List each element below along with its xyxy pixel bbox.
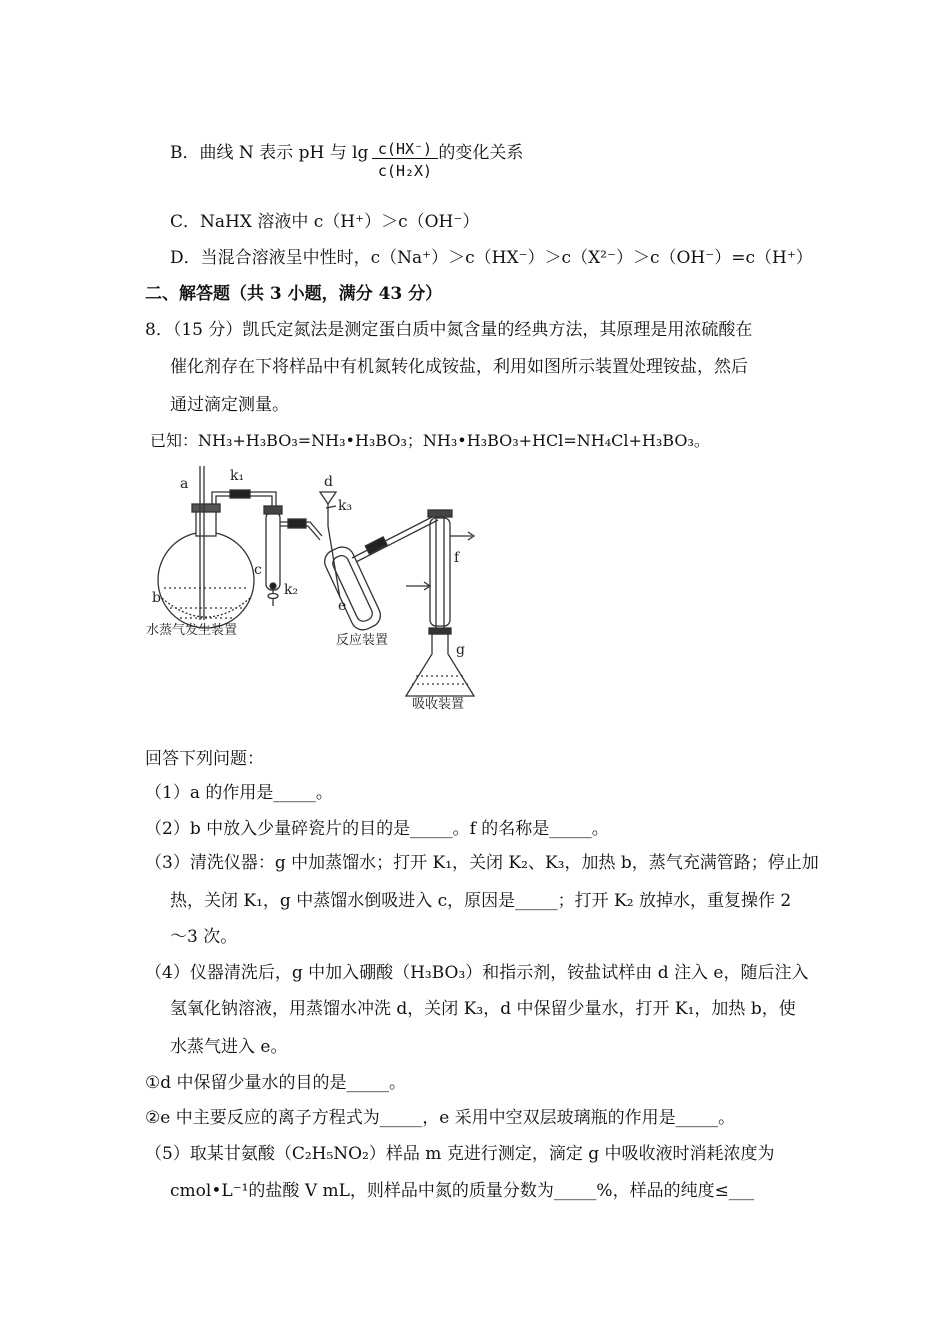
- option-b: [170, 142, 523, 164]
- question-1: （1）a 的作用是_____。: [145, 783, 333, 803]
- q8-line1: 8．（15 分）凯氏定氮法是测定蛋白质中氮含量的经典方法，其原理是用浓硫酸在: [145, 320, 753, 340]
- question-2: （2）b 中放入少量碎瓷片的目的是_____。f 的名称是_____。: [145, 819, 609, 839]
- fig-label-g: g: [456, 642, 465, 658]
- question-5-line2: cmol•L⁻¹的盐酸 V mL，则样品中氮的质量分数为_____%，样品的纯度≤___: [170, 1181, 755, 1201]
- question-4-line2: 氢氧化钠溶液，用蒸馏水冲洗 d，关闭 K₃，d 中保留少量水，打开 K₁，加热 b，使: [170, 999, 796, 1019]
- fig-label-d: d: [324, 474, 333, 490]
- option-b-prefix: B．曲线 N 表示 pH 与 lg: [170, 143, 369, 163]
- question-4-line1: （4）仪器清洗后，g 中加入硼酸（H₃BO₃）和指示剂，铵盐试样由 d 注入 e，随后注入: [145, 963, 809, 983]
- question-3-line2: 热，关闭 K₁，g 中蒸馏水倒吸进入 c，原因是_____；打开 K₂ 放掉水，重复操作 2: [170, 891, 792, 911]
- fig-label-k3: k₃: [338, 498, 353, 514]
- fraction-numerator: c(HX⁻): [372, 140, 438, 159]
- q8-line2: 催化剂存在下将样品中有机氮转化成铵盐，利用如图所示装置处理铵盐，然后: [170, 357, 748, 377]
- caption-steam: 水蒸气发生装置: [146, 623, 238, 638]
- question-5-line1: （5）取某甘氨酸（C₂H₅NO₂）样品 m 克进行测定，滴定 g 中吸收液时消耗浓度为: [145, 1144, 775, 1164]
- fig-label-f: f: [454, 550, 460, 566]
- caption-absorb: 吸收装置: [412, 697, 465, 712]
- apparatus-diagram: [140, 458, 530, 713]
- option-b-suffix: 的变化关系: [438, 143, 524, 163]
- question-3-line3: ～3 次。: [170, 927, 238, 947]
- steam-flask: [158, 532, 254, 628]
- fig-label-b: b: [152, 590, 161, 606]
- fig-label-k2: k₂: [284, 582, 299, 598]
- fig-label-k1: k₁: [230, 468, 245, 484]
- q8-known: 已知：NH₃+H₃BO₃=NH₃•H₃BO₃；NH₃•H₃BO₃+HCl=NH₄Cl+H₃BO₃。: [150, 431, 710, 450]
- q8-line3: 通过滴定测量。: [170, 395, 289, 415]
- option-d: D．当混合溶液呈中性时，c（Na⁺）＞c（HX⁻）＞c（X²⁻）＞c（OH⁻）=c（H⁺）: [170, 248, 813, 268]
- question-4-part2: ②e 中主要反应的离子方程式为_____，e 采用中空双层玻璃瓶的作用是_____。: [145, 1108, 736, 1128]
- question-3-line1: （3）清洗仪器：g 中加蒸馏水；打开 K₁，关闭 K₂、K₃，加热 b，蒸气充满管路；停止加: [145, 853, 819, 873]
- fig-label-a: a: [180, 476, 189, 492]
- option-c: C．NaHX 溶液中 c（H⁺）＞c（OH⁻）: [170, 212, 480, 232]
- fraction-denominator: c(H₂X): [377, 162, 433, 180]
- questions-intro: 回答下列问题：: [145, 749, 264, 769]
- question-4-part1: ①d 中保留少量水的目的是_____。: [145, 1073, 407, 1093]
- caption-reaction: 反应装置: [336, 633, 389, 648]
- section-title: 二、解答题（共 3 小题，满分 43 分）: [145, 284, 443, 304]
- fig-label-e: e: [338, 598, 347, 614]
- fig-label-c: c: [254, 562, 262, 578]
- question-4-line3: 水蒸气进入 e。: [170, 1037, 288, 1057]
